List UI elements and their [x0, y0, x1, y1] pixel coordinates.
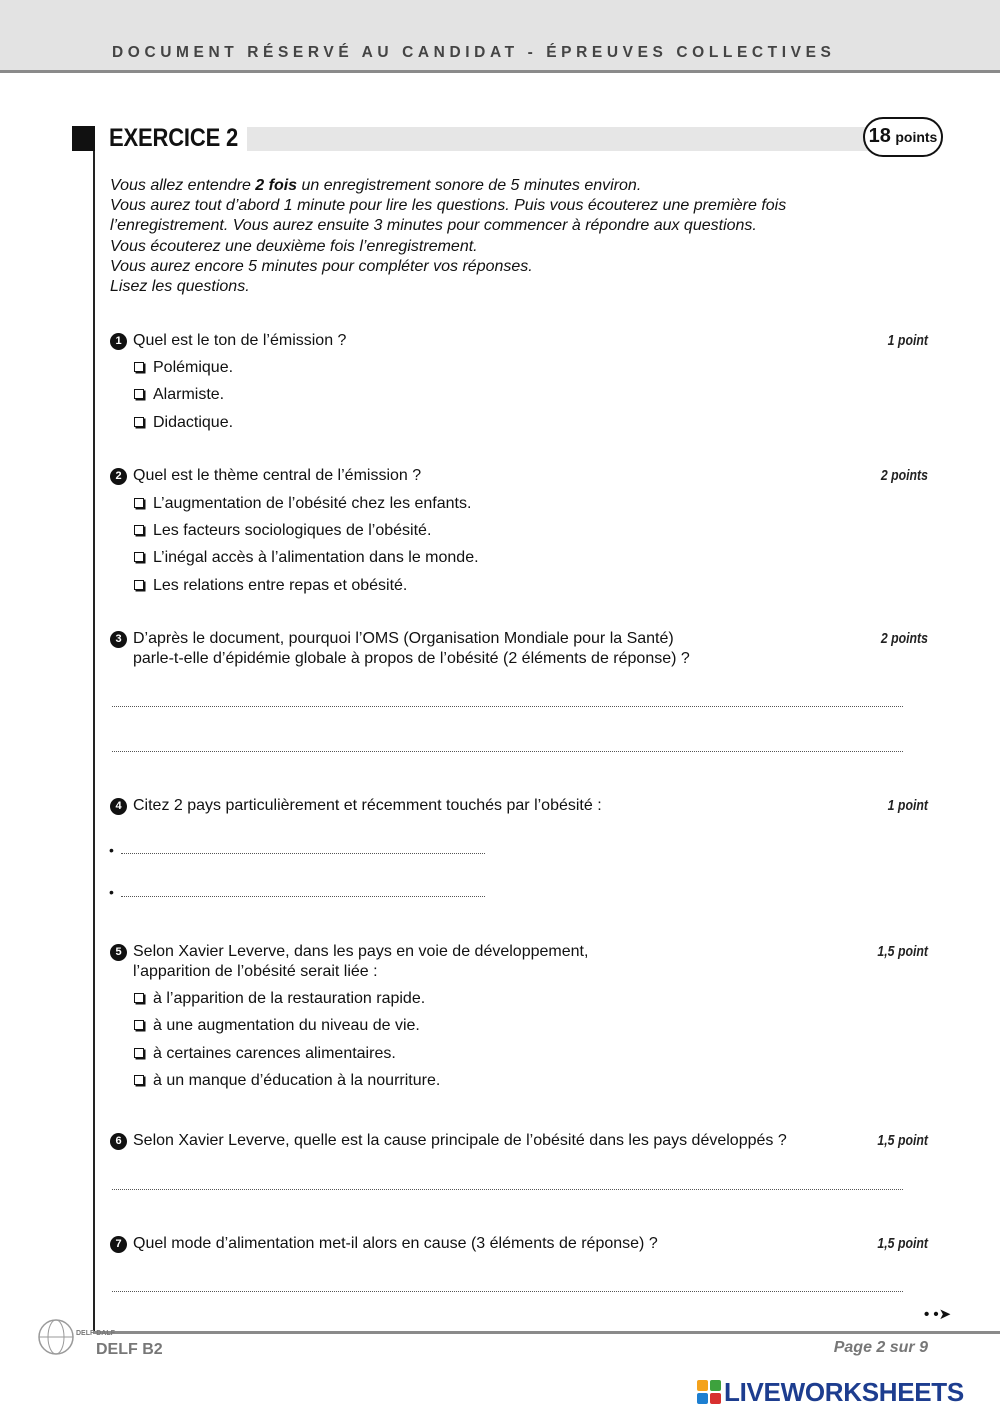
question-text: Selon Xavier Leverve, dans les pays en voie de développement,: [133, 943, 589, 960]
instructions-line-1: [110, 176, 910, 196]
instructions-line-2: Vous aurez tout d’abord 1 minute pour lire les questions. Puis vous écouterez une première fois: [110, 197, 787, 215]
question-text: Quel est le ton de l’émission ?: [133, 332, 347, 349]
option[interactable]: [134, 1016, 420, 1036]
instructions-text: Vous allez entendre: [110, 177, 256, 194]
question-1-points: 1 point: [887, 332, 928, 349]
answer-line[interactable]: [112, 1291, 903, 1292]
checkbox[interactable]: [134, 1048, 144, 1058]
header-rule: [0, 70, 1000, 73]
question-7-points: 1,5 point: [877, 1235, 928, 1252]
instructions-line-6: Lisez les questions.: [110, 278, 250, 296]
exercise-title: EXERCICE 2: [109, 124, 239, 152]
question-number: 7: [110, 1236, 127, 1253]
liveworksheets-wordmark: LIVEWORKSHEETS: [724, 1377, 964, 1407]
question-4: [110, 796, 602, 816]
option-label: à l’apparition de la restauration rapide.: [153, 990, 426, 1007]
question-text: Selon Xavier Leverve, quelle est la cause principale de l’obésité dans les pays développés ?: [133, 1132, 787, 1149]
question-3-points: 2 points: [880, 630, 928, 647]
checkbox[interactable]: [134, 580, 144, 590]
answer-line[interactable]: [121, 853, 485, 854]
checkbox[interactable]: [134, 389, 144, 399]
answer-line[interactable]: [112, 751, 903, 752]
lw-square: [697, 1393, 708, 1404]
answer-line[interactable]: [112, 706, 903, 707]
exercise-band: [247, 127, 897, 151]
bullet: •: [109, 842, 114, 858]
checkbox[interactable]: [134, 1020, 144, 1030]
question-number: 4: [110, 798, 127, 815]
question-6-points: 1,5 point: [877, 1132, 928, 1149]
footer-rule: [93, 1331, 1000, 1334]
option-label: à une augmentation du niveau de vie.: [153, 1017, 420, 1034]
option-label: à certaines carences alimentaires.: [153, 1045, 396, 1062]
instructions: [110, 176, 910, 297]
checkbox[interactable]: [134, 1075, 144, 1085]
question-2: [110, 466, 421, 486]
checkbox[interactable]: [134, 498, 144, 508]
instructions-line-3: l’enregistrement. Vous aurez ensuite 3 minutes pour commencer à répondre aux questions.: [110, 217, 757, 235]
option[interactable]: [134, 989, 425, 1009]
question-number: 3: [110, 631, 127, 648]
question-text: Citez 2 pays particulièrement et récemment touchés par l’obésité :: [133, 797, 602, 814]
delf-dalf-logo: [36, 1317, 115, 1357]
margin-line: [93, 128, 95, 1334]
instructions-emphasis: 2 fois: [255, 177, 298, 194]
lw-square: [710, 1380, 721, 1391]
option-label: Les facteurs sociologiques de l’obésité.: [153, 522, 432, 539]
question-5-points: 1,5 point: [877, 943, 928, 960]
question-6: [110, 1131, 787, 1151]
question-number: 6: [110, 1133, 127, 1150]
question-text: Quel est le thème central de l’émission ?: [133, 467, 422, 484]
liveworksheets-icon: [697, 1380, 721, 1404]
lw-square: [710, 1393, 721, 1404]
instructions-text: un enregistrement sonore de 5 minutes environ.: [297, 177, 642, 194]
answer-line[interactable]: [121, 896, 485, 897]
option[interactable]: [134, 1071, 440, 1091]
question-text: Quel mode d’alimentation met-il alors en cause (3 éléments de réponse) ?: [133, 1235, 658, 1252]
total-points-unit: points: [895, 129, 938, 145]
question-2-points: 2 points: [880, 467, 928, 484]
answer-line[interactable]: [112, 1189, 903, 1190]
checkbox[interactable]: [134, 552, 144, 562]
question-1: [110, 331, 346, 351]
option-label: L’augmentation de l’obésité chez les enfants.: [153, 495, 472, 512]
instructions-line-4: Vous écouterez une deuxième fois l’enregistrement.: [110, 237, 478, 255]
option-label: Les relations entre repas et obésité.: [153, 577, 408, 594]
option[interactable]: [134, 494, 471, 514]
option[interactable]: [134, 576, 407, 596]
checkbox[interactable]: [134, 362, 144, 372]
question-text-continued: l’apparition de l’obésité serait liée :: [133, 963, 378, 980]
logo-text: DELF DALF: [76, 1330, 115, 1337]
header-band: [0, 0, 1000, 72]
option[interactable]: [134, 358, 233, 378]
option[interactable]: [134, 521, 431, 541]
option-label: Alarmiste.: [153, 386, 225, 403]
option-label: Polémique.: [153, 359, 234, 376]
option-label: Didactique.: [153, 414, 234, 431]
next-page-arrow-icon: • •➤: [924, 1306, 952, 1323]
exercise-marker: [72, 126, 95, 151]
liveworksheets-brand: [697, 1377, 964, 1407]
checkbox[interactable]: [134, 417, 144, 427]
question-number: 5: [110, 944, 127, 961]
question-7: [110, 1234, 658, 1254]
option[interactable]: [134, 548, 479, 568]
option-label: L’inégal accès à l’alimentation dans le monde.: [153, 549, 479, 566]
question-3: [110, 629, 690, 669]
question-text: D’après le document, pourquoi l’OMS (Organisation Mondiale pour la Santé): [133, 630, 674, 647]
question-4-points: 1 point: [887, 797, 928, 814]
option-label: à un manque d’éducation à la nourriture.: [153, 1072, 441, 1089]
question-number: 2: [110, 468, 127, 485]
question-5: [110, 942, 588, 982]
option[interactable]: [134, 1044, 396, 1064]
total-points-number: 18: [868, 125, 891, 147]
footer-level: DELF B2: [96, 1341, 163, 1358]
footer-page-number: Page 2 sur 9: [833, 1339, 928, 1356]
instructions-line-5: Vous aurez encore 5 minutes pour compléter vos réponses.: [110, 257, 533, 275]
question-text-continued: parle-t-elle d’épidémie globale à propos de l’obésité (2 éléments de réponse) ?: [133, 650, 690, 667]
total-points-badge: [863, 117, 943, 157]
bullet: •: [109, 884, 114, 900]
option[interactable]: [134, 385, 224, 405]
lw-square: [697, 1380, 708, 1391]
checkbox[interactable]: [134, 993, 144, 1003]
option[interactable]: [134, 413, 233, 433]
question-number: 1: [110, 333, 127, 350]
checkbox[interactable]: [134, 525, 144, 535]
header-title: DOCUMENT RÉSERVÉ AU CANDIDAT - ÉPREUVES COLLECTIVES: [112, 44, 836, 61]
